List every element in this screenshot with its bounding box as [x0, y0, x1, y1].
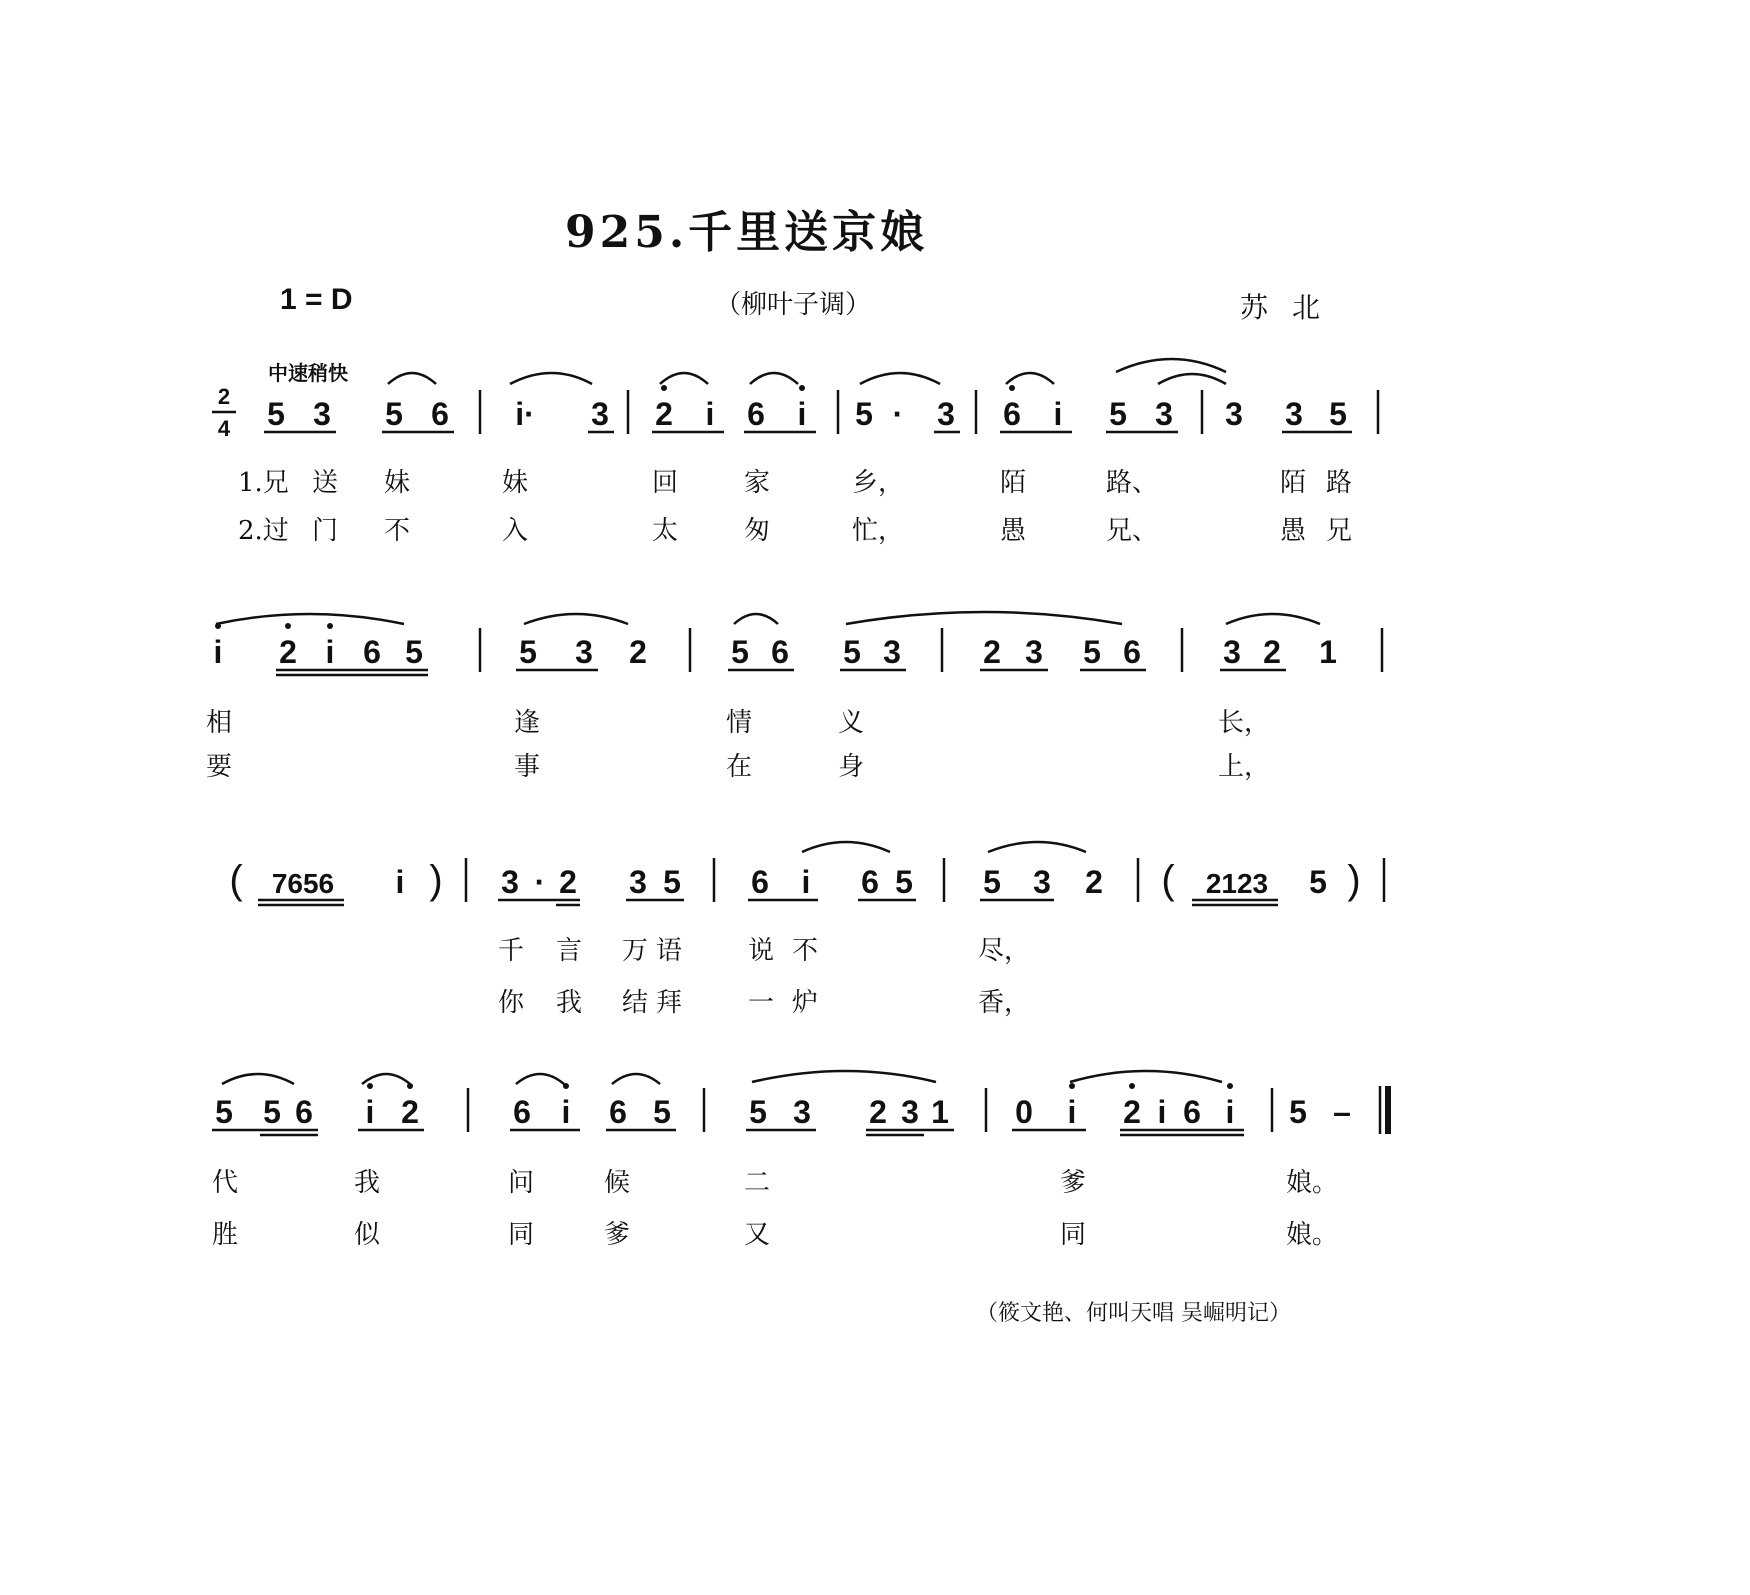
- note: 5: [1309, 864, 1327, 900]
- lyric: 路、: [1106, 468, 1159, 498]
- note: 5: [385, 396, 403, 432]
- note: 3: [575, 634, 593, 670]
- lyric: 上，: [1218, 752, 1271, 782]
- beams-row-2: [276, 670, 1286, 675]
- lyric: 2.过: [238, 516, 289, 546]
- lyric: 忙，: [852, 516, 905, 546]
- note: 2: [869, 1094, 887, 1130]
- lyric: 炉: [792, 988, 819, 1018]
- note: 3: [1223, 634, 1241, 670]
- lyric: 义: [838, 708, 865, 738]
- lyric: 同: [508, 1220, 535, 1250]
- note: 5: [731, 634, 749, 670]
- note: i·: [515, 396, 535, 432]
- lyric: 路: [1326, 468, 1353, 498]
- note: i: [705, 396, 715, 432]
- slurs-row-1: [388, 359, 1226, 384]
- note: 6: [431, 396, 449, 432]
- barlines-row-2: [480, 628, 1382, 672]
- lyric: 娘。: [1286, 1168, 1339, 1198]
- note: 2: [1085, 864, 1103, 900]
- tempo-marking: 中速稍快: [268, 361, 348, 385]
- note: 3: [501, 864, 519, 900]
- open-paren: (: [1161, 858, 1175, 902]
- note: 5: [653, 1094, 671, 1130]
- note: i: [1067, 1094, 1077, 1130]
- close-paren: ): [429, 858, 443, 902]
- note: 2: [655, 396, 673, 432]
- note: 3: [1225, 396, 1243, 432]
- note: 6: [295, 1094, 313, 1130]
- lyric: 问: [508, 1168, 535, 1198]
- lyric: 二: [744, 1168, 771, 1198]
- note: 3: [883, 634, 901, 670]
- slurs-row-4: [222, 1071, 1222, 1084]
- note: 6: [751, 864, 769, 900]
- note: i: [213, 634, 223, 670]
- note: 5: [749, 1094, 767, 1130]
- note: ·: [892, 396, 904, 432]
- lyric: 陌: [1280, 468, 1307, 498]
- lyric: 长，: [1218, 708, 1271, 738]
- lyric: 同: [1060, 1220, 1087, 1250]
- lyric: 说: [748, 936, 775, 966]
- note: ·: [534, 864, 546, 900]
- note: 6: [1123, 634, 1141, 670]
- region-label: 苏北: [1240, 291, 1345, 324]
- key-signature: 1 = D: [280, 283, 353, 316]
- note: 2: [559, 864, 577, 900]
- note: 5: [1289, 1094, 1307, 1130]
- lyric: 娘。: [1286, 1220, 1339, 1250]
- lyric: 身: [838, 752, 865, 782]
- lyric: 太: [652, 516, 679, 546]
- lyric: 拜: [656, 988, 683, 1018]
- lyric: 你: [498, 988, 525, 1018]
- lyric: 代: [212, 1168, 239, 1198]
- time-signature-top: 2: [217, 384, 231, 409]
- open-paren: (: [229, 858, 243, 902]
- barlines-row-1: [480, 390, 1378, 434]
- note: 2: [1263, 634, 1281, 670]
- note: 3: [1033, 864, 1051, 900]
- note: 3: [629, 864, 647, 900]
- lyric: 结: [622, 988, 649, 1018]
- note: 2: [629, 634, 647, 670]
- note: 3: [1285, 396, 1303, 432]
- lyric: 要: [206, 752, 233, 782]
- lyric: 1.兄: [238, 468, 289, 498]
- note: i: [395, 864, 405, 900]
- note: 5: [405, 634, 423, 670]
- note: 2123: [1205, 868, 1269, 899]
- note: 5: [843, 634, 861, 670]
- lyric: 一: [748, 988, 775, 1018]
- beams-row-4: [212, 1130, 1244, 1135]
- lyric: 家: [744, 468, 771, 498]
- note: 6: [1183, 1094, 1201, 1130]
- note: 3: [937, 396, 955, 432]
- lyric: 回: [652, 468, 679, 498]
- note: 3: [1025, 634, 1043, 670]
- lyric: 事: [514, 752, 541, 782]
- note: 5: [663, 864, 681, 900]
- lyric: 匆: [744, 516, 771, 546]
- note: 3: [313, 396, 331, 432]
- lyric: 香，: [978, 988, 1031, 1018]
- tune-name: （柳叶子调）: [715, 290, 872, 320]
- lyric: 兄、: [1106, 516, 1159, 546]
- slurs-row-3: [802, 842, 1086, 852]
- note: 5: [1083, 634, 1101, 670]
- barlines-row-3: [466, 858, 1384, 902]
- note: 5: [519, 634, 537, 670]
- lyric: 尽，: [978, 936, 1031, 966]
- note: i: [1225, 1094, 1235, 1130]
- lyric: 妹: [502, 468, 529, 498]
- note: i: [797, 396, 807, 432]
- note: i: [1053, 396, 1063, 432]
- lyric: 相: [206, 708, 233, 738]
- lyric: 妹: [384, 468, 411, 498]
- lyric: 情: [726, 708, 753, 738]
- song-title: 925.千里送京娘: [565, 207, 929, 258]
- note: 2: [1123, 1094, 1141, 1130]
- note: 6: [1003, 396, 1021, 432]
- note: 5: [1109, 396, 1127, 432]
- lyric: 在: [726, 752, 753, 782]
- note: i: [365, 1094, 375, 1130]
- note: 5: [983, 864, 1001, 900]
- lyric: 门: [312, 516, 339, 546]
- note: 5: [263, 1094, 281, 1130]
- note: 3: [901, 1094, 919, 1130]
- note: 3: [1155, 396, 1173, 432]
- barlines-row-4: [468, 1086, 1388, 1134]
- note: i: [801, 864, 811, 900]
- slurs-row-2: [216, 612, 1320, 624]
- performer-credit: （筱文艳、何叫天唱 吴崛明记）: [976, 1301, 1291, 1326]
- lyric: 陌: [1000, 468, 1027, 498]
- lyric: 万: [622, 936, 649, 966]
- lyric: 不: [384, 516, 411, 546]
- note: 2: [279, 634, 297, 670]
- note: –: [1333, 1094, 1351, 1130]
- lyric: 言: [556, 936, 583, 966]
- beams-row-3: [258, 900, 1278, 905]
- note: 3: [591, 396, 609, 432]
- lyric: 入: [502, 516, 529, 546]
- note: 5: [215, 1094, 233, 1130]
- note: 1: [931, 1094, 949, 1130]
- note: 6: [363, 634, 381, 670]
- lyric: 兄: [1326, 516, 1353, 546]
- lyric: 愚: [1000, 516, 1027, 546]
- lyric: 我: [556, 988, 583, 1018]
- lyric: 胜: [212, 1220, 239, 1250]
- lyric: 又: [744, 1220, 771, 1250]
- lyric: 乡，: [852, 468, 905, 498]
- note: i: [561, 1094, 571, 1130]
- octave-dots: [215, 385, 1233, 1089]
- note: 3: [793, 1094, 811, 1130]
- note: 5: [267, 396, 285, 432]
- lyric: 我: [354, 1168, 381, 1198]
- note: 6: [747, 396, 765, 432]
- lyric: 千: [498, 936, 525, 966]
- lyric: 不: [792, 936, 819, 966]
- note: 2: [401, 1094, 419, 1130]
- lyric: 似: [354, 1220, 381, 1250]
- note: 0: [1015, 1094, 1033, 1130]
- time-signature-bottom: 4: [217, 416, 231, 441]
- note: 6: [861, 864, 879, 900]
- lyric: 爹: [604, 1220, 631, 1250]
- note: 1: [1319, 634, 1337, 670]
- lyric: 语: [656, 936, 683, 966]
- note: 5: [855, 396, 873, 432]
- lyric: 爹: [1060, 1168, 1087, 1198]
- note: i: [1157, 1094, 1167, 1130]
- note: 6: [771, 634, 789, 670]
- note: 5: [1329, 396, 1347, 432]
- lyric: 逢: [514, 708, 541, 738]
- note: 5: [895, 864, 913, 900]
- note: 2: [983, 634, 1001, 670]
- note: 7656: [271, 868, 335, 899]
- close-paren: ): [1347, 858, 1361, 902]
- note: i: [325, 634, 335, 670]
- note: 6: [609, 1094, 627, 1130]
- note: 6: [513, 1094, 531, 1130]
- lyric: 愚: [1280, 516, 1307, 546]
- lyric: 送: [312, 468, 339, 498]
- lyric: 候: [604, 1168, 631, 1198]
